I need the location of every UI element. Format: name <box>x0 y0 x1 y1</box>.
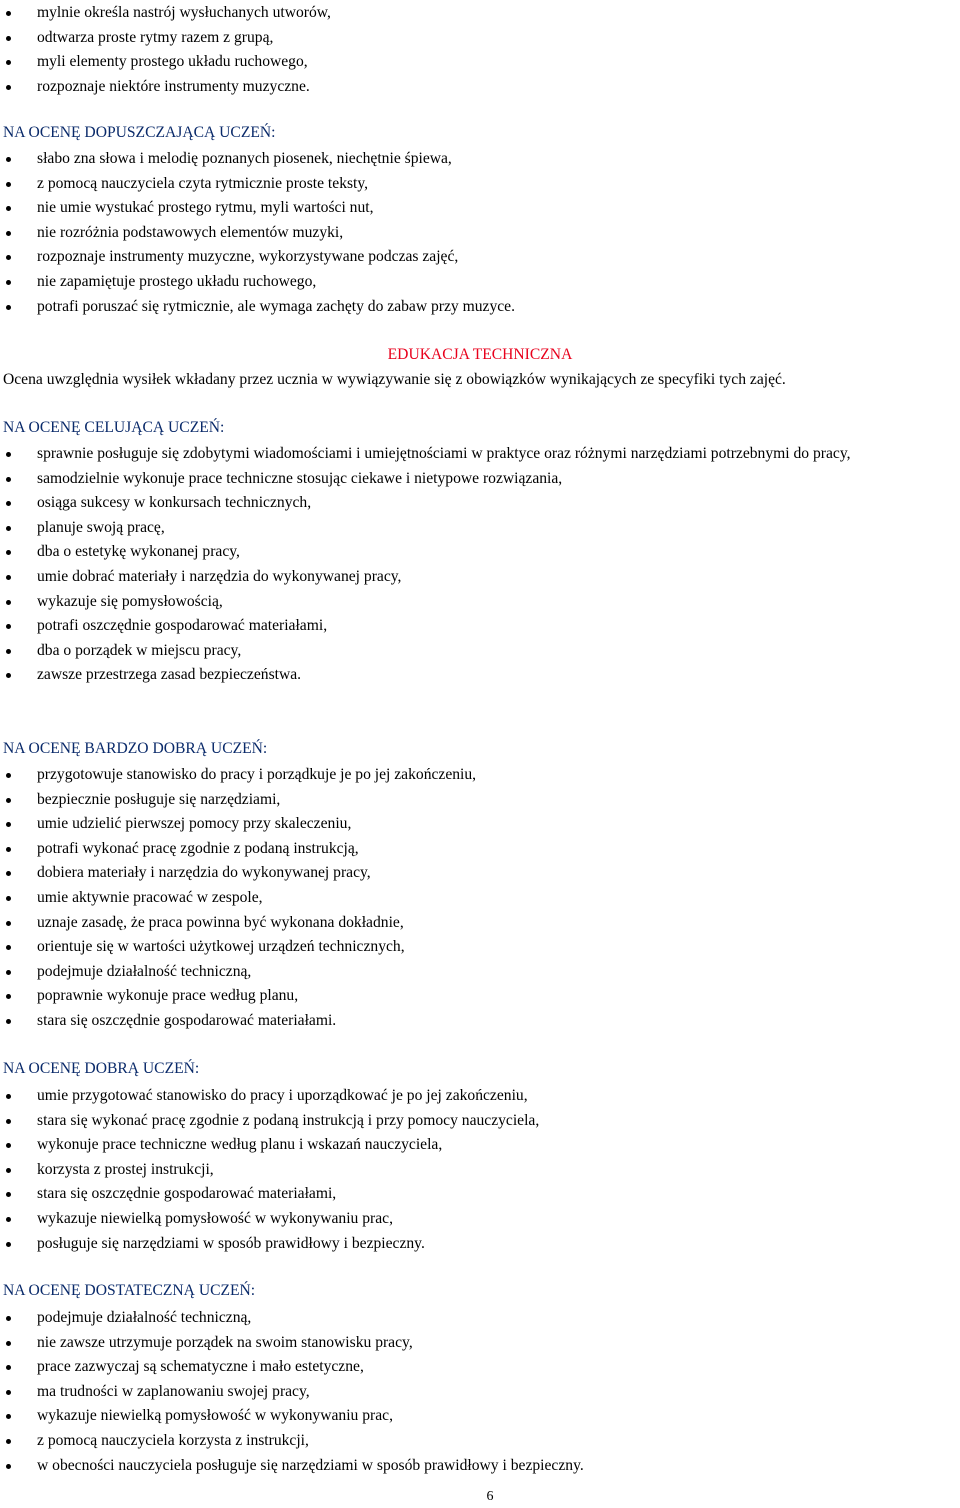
list-item: uznaje zasadę, że praca powinna być wykonana dokładnie, <box>0 911 960 936</box>
list-item: z pomocą nauczyciela czyta rytmicznie proste teksty, <box>0 172 960 197</box>
list-item: wykazuje niewielką pomysłowość w wykonywaniu prac, <box>0 1404 960 1429</box>
heading-dopuszczajaca: NA OCENĘ DOPUSZCZAJĄCĄ UCZEŃ: <box>3 124 276 141</box>
page-number: 6 <box>486 1489 494 1504</box>
heading-bardzo-dobra: NA OCENĘ BARDZO DOBRĄ UCZEŃ: <box>3 740 268 757</box>
subject-intro: Ocena uwzględnia wysiłek wkładany przez ucznia w wywiązywanie się z obowiązków wynikających ze specyfiki tych zajęć. <box>3 371 786 388</box>
list-item: myli elementy prostego układu ruchowego, <box>0 50 960 75</box>
list-item: zawsze przestrzega zasad bezpieczeństwa. <box>0 663 960 688</box>
list-item: sprawnie posługuje się zdobytymi wiadomościami i umiejętnościami w praktyce oraz różnymi narzędziami potrzebnymi do pracy, <box>0 442 960 467</box>
list-item: bezpiecznie posługuje się narzędziami, <box>0 788 960 813</box>
dobra-list <box>0 1084 960 1256</box>
list-item: w obecności nauczyciela posługuje się narzędziami w sposób prawidłowy i bezpieczny. <box>0 1454 960 1479</box>
list-item: podejmuje działalność techniczną, <box>0 960 960 985</box>
list-item: nie rozróżnia podstawowych elementów muzyki, <box>0 221 960 246</box>
list-item: poprawnie wykonuje prace według planu, <box>0 984 960 1009</box>
list-item: umie udzielić pierwszej pomocy przy skaleczeniu, <box>0 812 960 837</box>
list-item: podejmuje działalność techniczną, <box>0 1306 960 1331</box>
list-item: posługuje się narzędziami w sposób prawidłowy i bezpieczny. <box>0 1232 960 1257</box>
list-item: umie przygotować stanowisko do pracy i uporządkować je po jej zakończeniu, <box>0 1084 960 1109</box>
list-item: planuje swoją pracę, <box>0 516 960 541</box>
list-item: dba o estetykę wykonanej pracy, <box>0 540 960 565</box>
subject-title: EDUKACJA TECHNICZNA <box>387 346 573 363</box>
list-item: wykazuje się pomysłowością, <box>0 590 960 615</box>
list-item: potrafi poruszać się rytmicznie, ale wymaga zachęty do zabaw przy muzyce. <box>0 295 960 320</box>
list-item: przygotowuje stanowisko do pracy i porządkuje je po jej zakończeniu, <box>0 763 960 788</box>
list-item: orientuje się w wartości użytkowej urządzeń technicznych, <box>0 935 960 960</box>
list-item: nie zapamiętuje prostego układu ruchowego, <box>0 270 960 295</box>
list-item: z pomocą nauczyciela korzysta z instrukcji, <box>0 1429 960 1454</box>
celujaca-list <box>0 442 960 688</box>
list-item: nie zawsze utrzymuje porządek na swoim stanowisku pracy, <box>0 1331 960 1356</box>
list-item: odtwarza proste rytmy razem z grupą, <box>0 26 960 51</box>
heading-dobra: NA OCENĘ DOBRĄ UCZEŃ: <box>3 1060 200 1077</box>
list-item: rozpoznaje instrumenty muzyczne, wykorzystywane podczas zajęć, <box>0 245 960 270</box>
list-item: wykonuje prace techniczne według planu i wskazań nauczyciela, <box>0 1133 960 1158</box>
bardzo-dobra-list <box>0 763 960 1034</box>
list-item: korzysta z prostej instrukcji, <box>0 1158 960 1183</box>
list-item: słabo zna słowa i melodię poznanych piosenek, niechętnie śpiewa, <box>0 147 960 172</box>
list-item: potrafi wykonać pracę zgodnie z podaną instrukcją, <box>0 837 960 862</box>
list-item: potrafi oszczędnie gospodarować materiałami, <box>0 614 960 639</box>
heading-celujaca: NA OCENĘ CELUJĄCĄ UCZEŃ: <box>3 419 225 436</box>
list-item: wykazuje niewielką pomysłowość w wykonywaniu prac, <box>0 1207 960 1232</box>
music-continued-list <box>0 1 960 99</box>
list-item: umie dobrać materiały i narzędzia do wykonywanej pracy, <box>0 565 960 590</box>
list-item: dba o porządek w miejscu pracy, <box>0 639 960 664</box>
list-item: stara się wykonać pracę zgodnie z podaną instrukcją i przy pomocy nauczyciela, <box>0 1109 960 1134</box>
list-item: dobiera materiały i narzędzia do wykonywanej pracy, <box>0 861 960 886</box>
list-item: ma trudności w zaplanowaniu swojej pracy, <box>0 1380 960 1405</box>
list-item: rozpoznaje niektóre instrumenty muzyczne. <box>0 75 960 100</box>
list-item: stara się oszczędnie gospodarować materiałami. <box>0 1009 960 1034</box>
list-item: nie umie wystukać prostego rytmu, myli wartości nut, <box>0 196 960 221</box>
list-item: osiąga sukcesy w konkursach technicznych, <box>0 491 960 516</box>
list-item: umie aktywnie pracować w zespole, <box>0 886 960 911</box>
list-item: samodzielnie wykonuje prace techniczne stosując ciekawe i nietypowe rozwiązania, <box>0 467 960 492</box>
heading-dostateczna: NA OCENĘ DOSTATECZNĄ UCZEŃ: <box>3 1282 256 1299</box>
list-item: prace zazwyczaj są schematyczne i mało estetyczne, <box>0 1355 960 1380</box>
music-dopuszczajaca-list <box>0 147 960 319</box>
list-item: stara się oszczędnie gospodarować materiałami, <box>0 1182 960 1207</box>
dostateczna-list <box>0 1306 960 1478</box>
list-item: mylnie określa nastrój wysłuchanych utworów, <box>0 1 960 26</box>
